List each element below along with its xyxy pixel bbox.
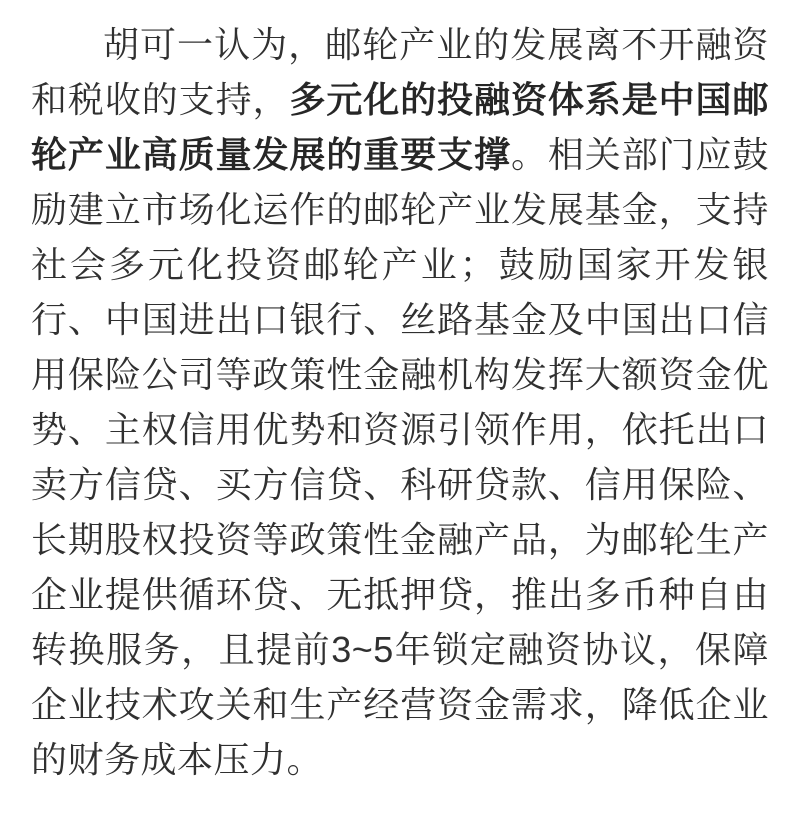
article-paragraph — [31, 17, 769, 787]
paragraph-bold-segment: 多元化的投融资体系是中国邮轮产业高质量发展的重要支撑 — [31, 79, 769, 175]
paragraph-text-segment-body: 。相关部门应鼓励建立市场化运作的邮轮产业发展基金，支持社会多元化投资邮轮产业；鼓励国家开发银行、中国进出口银行、丝路基金及中国出口信用保险公司等政策性金融机构发挥大额资金优势、主权信用优势和资源引领作用，依托出口卖方信贷、买方信贷、科研贷款、信用保险、长期股权投资等政策性金融产品，为邮轮生产企业提供循环贷、无抵押贷，推出多币种自由转换服务，且提前3~5年锁定融资协议，保障企业技术攻关和生产经营资金需求，降低企业的财务成本压力。 — [31, 134, 769, 780]
paragraph-text-segment-lead: 胡可一认为，邮轮产业的发展离不开融资和税收的支持， — [31, 24, 769, 120]
